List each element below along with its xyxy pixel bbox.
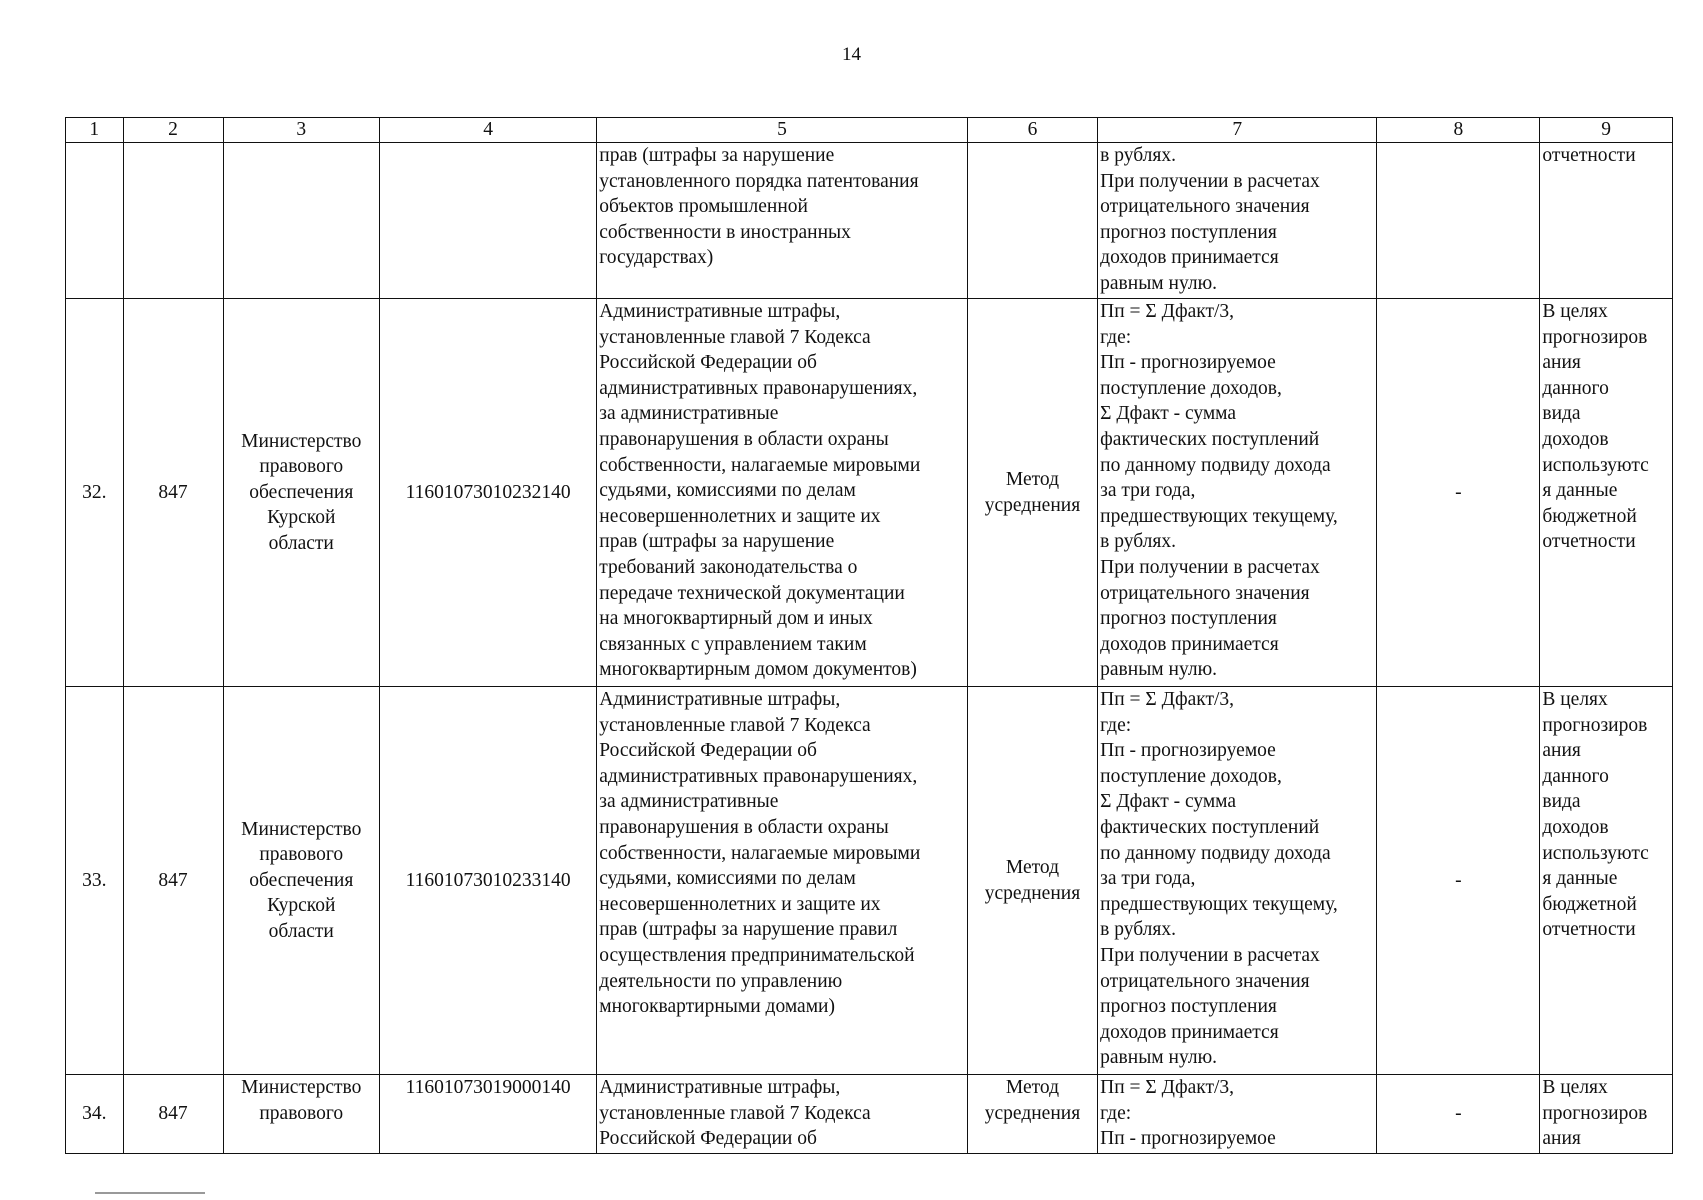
text-line: Метод xyxy=(1005,1077,1060,1098)
text-line: Пп = Σ Дфакт/3, xyxy=(1100,301,1235,322)
text-line: прогнозиров xyxy=(1542,1102,1648,1124)
text-line: установленные главой 7 Кодекса xyxy=(599,1102,871,1124)
text-line: В целях xyxy=(1542,301,1608,322)
note-cell xyxy=(1540,1075,1673,1154)
text-line: В целях xyxy=(1542,689,1608,710)
text-line: Министерство xyxy=(241,430,362,452)
kbk-code: 11601073010233140 xyxy=(379,687,596,1075)
text-line: усреднения xyxy=(984,494,1081,516)
text-line: я данные xyxy=(1542,480,1618,502)
text-line: правового xyxy=(259,456,344,478)
description-cell xyxy=(597,143,968,299)
header-cell: 9 xyxy=(1540,118,1673,143)
text-line: доходов xyxy=(1542,816,1609,838)
method-cell xyxy=(967,687,1097,1075)
text-line: Российской Федерации об xyxy=(599,1128,817,1150)
note-cell xyxy=(1540,299,1673,687)
text-line: поступление доходов, xyxy=(1100,765,1282,787)
text-line: области xyxy=(268,532,334,554)
text-line: усреднения xyxy=(984,1102,1081,1124)
text-line: равным нулю. xyxy=(1100,1047,1218,1069)
note-cell xyxy=(1540,687,1673,1075)
text-line: усреднения xyxy=(984,882,1081,904)
text-line: осуществления предпринимательской xyxy=(599,944,915,966)
text-line: за три года, xyxy=(1100,480,1196,502)
text-line: прав (штрафы за нарушение xyxy=(599,145,835,166)
text-line: где: xyxy=(1100,1102,1132,1124)
admin-code: 847 xyxy=(123,1075,223,1154)
text-line: правового xyxy=(259,1102,344,1124)
table-row xyxy=(66,1075,1673,1154)
text-line: собственности в иностранных xyxy=(599,221,851,243)
text-line: ания xyxy=(1542,1128,1581,1150)
text-line: предшествующих текущему, xyxy=(1100,505,1338,527)
text-line: отчетности xyxy=(1542,531,1636,553)
text-line: фактических поступлений xyxy=(1100,428,1320,450)
header-cell: 5 xyxy=(597,118,968,143)
text-line: административных правонарушениях, xyxy=(599,377,918,399)
admin-name xyxy=(223,1075,379,1154)
text-line: где: xyxy=(1100,714,1132,736)
table-row xyxy=(66,299,1673,687)
text-line: Министерство xyxy=(241,818,362,840)
text-line: правонарушения в области охраны xyxy=(599,816,889,838)
admin-name xyxy=(223,687,379,1075)
text-line: отрицательного значения xyxy=(1100,196,1310,218)
formula-cell xyxy=(1098,1075,1377,1154)
text-line: Министерство xyxy=(241,1077,362,1098)
text-line: Пп = Σ Дфакт/3, xyxy=(1100,689,1235,710)
text-line: поступление доходов, xyxy=(1100,377,1282,399)
text-line: равным нулю. xyxy=(1100,272,1218,294)
text-line: используютс xyxy=(1542,454,1649,476)
admin-code: 847 xyxy=(123,687,223,1075)
text-line: по данному подвиду дохода xyxy=(1100,842,1331,864)
text-line: правового xyxy=(259,844,344,866)
text-line: Российской Федерации об xyxy=(599,352,817,374)
text-line: доходов принимается xyxy=(1100,633,1279,655)
row-number: 34. xyxy=(66,1075,124,1154)
text-line: несовершеннолетних и защите их xyxy=(599,893,881,915)
text-line: многоквартирным домом документов) xyxy=(599,659,917,681)
text-line: требований законодательства о xyxy=(599,556,858,578)
text-line: собственности, налагаемые мировыми xyxy=(599,842,921,864)
text-line: связанных с управлением таким xyxy=(599,633,867,655)
text-line: При получении в расчетах xyxy=(1100,170,1320,192)
text-line: используютс xyxy=(1542,842,1649,864)
text-line: Σ Дфакт - сумма xyxy=(1100,403,1237,425)
note-cell xyxy=(1540,143,1673,299)
text-line: данного xyxy=(1542,765,1609,787)
text-line: на многоквартирный дом и иных xyxy=(599,608,873,630)
text-line: вида xyxy=(1542,791,1581,813)
text-line: данного xyxy=(1542,377,1609,399)
text-line: При получении в расчетах xyxy=(1100,944,1320,966)
kbk-code: 11601073010232140 xyxy=(379,299,596,687)
header-cell: 1 xyxy=(66,118,124,143)
text-line: отрицательного значения xyxy=(1100,970,1310,992)
text-line: прогнозиров xyxy=(1542,326,1648,348)
col8-cell: - xyxy=(1377,687,1540,1075)
text-line: за три года, xyxy=(1100,868,1196,890)
text-line: прогноз поступления xyxy=(1100,608,1277,630)
col8-cell: - xyxy=(1377,299,1540,687)
text-line: обеспечения xyxy=(249,869,354,891)
description-cell xyxy=(597,687,968,1075)
text-line: в рублях. xyxy=(1100,531,1176,553)
header-cell: 7 xyxy=(1098,118,1377,143)
header-cell: 6 xyxy=(967,118,1097,143)
header-cell: 8 xyxy=(1377,118,1540,143)
text-line: судьями, комиссиями по делам xyxy=(599,868,856,890)
header-row xyxy=(66,118,1673,143)
kbk-code: 11601073019000140 xyxy=(379,1075,596,1154)
text-line: Курской xyxy=(267,895,336,917)
text-line: прогноз поступления xyxy=(1100,996,1277,1018)
method-cell xyxy=(967,1075,1097,1154)
text-line: объектов промышленной xyxy=(599,196,808,218)
text-line: Курской xyxy=(267,507,336,529)
text-line: Метод xyxy=(1005,468,1060,490)
text-line: установленные главой 7 Кодекса xyxy=(599,326,871,348)
continuation-row xyxy=(66,143,1673,299)
text-line: установленного порядка патентования xyxy=(599,170,919,192)
text-line: области xyxy=(268,920,334,942)
text-line: передаче технической документации xyxy=(599,582,905,604)
text-line: равным нулю. xyxy=(1100,659,1218,681)
text-line: собственности, налагаемые мировыми xyxy=(599,454,921,476)
text-line: деятельности по управлению xyxy=(599,970,843,992)
text-line: многоквартирными домами) xyxy=(599,996,835,1018)
text-line: за административные xyxy=(599,791,779,813)
text-line: прав (штрафы за нарушение правил xyxy=(599,919,898,941)
text-line: Пп - прогнозируемое xyxy=(1100,740,1276,762)
text-line: Пп - прогнозируемое xyxy=(1100,1128,1276,1150)
text-line: судьями, комиссиями по делам xyxy=(599,480,856,502)
text-line: Σ Дфакт - сумма xyxy=(1100,791,1237,813)
description-cell xyxy=(597,1075,968,1154)
scan-artifact-line xyxy=(95,1192,205,1194)
header-cell: 3 xyxy=(223,118,379,143)
text-line: ания xyxy=(1542,740,1581,762)
text-line: я данные xyxy=(1542,868,1618,890)
table-row xyxy=(66,687,1673,1075)
text-line: отчетности xyxy=(1542,919,1636,941)
text-line: прав (штрафы за нарушение xyxy=(599,531,835,553)
text-line: административных правонарушениях, xyxy=(599,765,918,787)
header-cell: 4 xyxy=(379,118,596,143)
text-line: В целях xyxy=(1542,1077,1608,1098)
text-line: доходов принимается xyxy=(1100,1021,1279,1043)
method-cell xyxy=(967,299,1097,687)
row-number: 33. xyxy=(66,687,124,1075)
revenue-forecast-table xyxy=(65,117,1673,1154)
formula-cell xyxy=(1098,299,1377,687)
text-line: Метод xyxy=(1005,856,1060,878)
text-line: Административные штрафы, xyxy=(599,1077,841,1098)
text-line: Пп - прогнозируемое xyxy=(1100,352,1276,374)
text-line: фактических поступлений xyxy=(1100,816,1320,838)
text-line: отчетности xyxy=(1542,145,1636,166)
text-line: ания xyxy=(1542,352,1581,374)
text-line: При получении в расчетах xyxy=(1100,556,1320,578)
text-line: несовершеннолетних и защите их xyxy=(599,505,881,527)
text-line: в рублях. xyxy=(1100,145,1176,166)
text-line: бюджетной xyxy=(1542,505,1637,527)
description-cell xyxy=(597,299,968,687)
formula-cell xyxy=(1098,143,1377,299)
text-line: Административные штрафы, xyxy=(599,689,841,710)
text-line: доходов xyxy=(1542,428,1609,450)
col8-cell: - xyxy=(1377,1075,1540,1154)
header-cell: 2 xyxy=(123,118,223,143)
text-line: бюджетной xyxy=(1542,893,1637,915)
formula-cell xyxy=(1098,687,1377,1075)
text-line: обеспечения xyxy=(249,481,354,503)
text-line: предшествующих текущему, xyxy=(1100,893,1338,915)
text-line: вида xyxy=(1542,403,1581,425)
page-number: 14 xyxy=(842,44,861,65)
text-line: прогноз поступления xyxy=(1100,221,1277,243)
text-line: Административные штрафы, xyxy=(599,301,841,322)
text-line: Российской Федерации об xyxy=(599,740,817,762)
admin-name xyxy=(223,299,379,687)
text-line: где: xyxy=(1100,326,1132,348)
text-line: за административные xyxy=(599,403,779,425)
row-number: 32. xyxy=(66,299,124,687)
text-line: в рублях. xyxy=(1100,919,1176,941)
text-line: доходов принимается xyxy=(1100,247,1279,269)
text-line: Пп = Σ Дфакт/3, xyxy=(1100,1077,1235,1098)
text-line: правонарушения в области охраны xyxy=(599,428,889,450)
text-line: государствах) xyxy=(599,247,714,269)
text-line: отрицательного значения xyxy=(1100,582,1310,604)
text-line: прогнозиров xyxy=(1542,714,1648,736)
text-line: по данному подвиду дохода xyxy=(1100,454,1331,476)
admin-code: 847 xyxy=(123,299,223,687)
text-line: установленные главой 7 Кодекса xyxy=(599,714,871,736)
